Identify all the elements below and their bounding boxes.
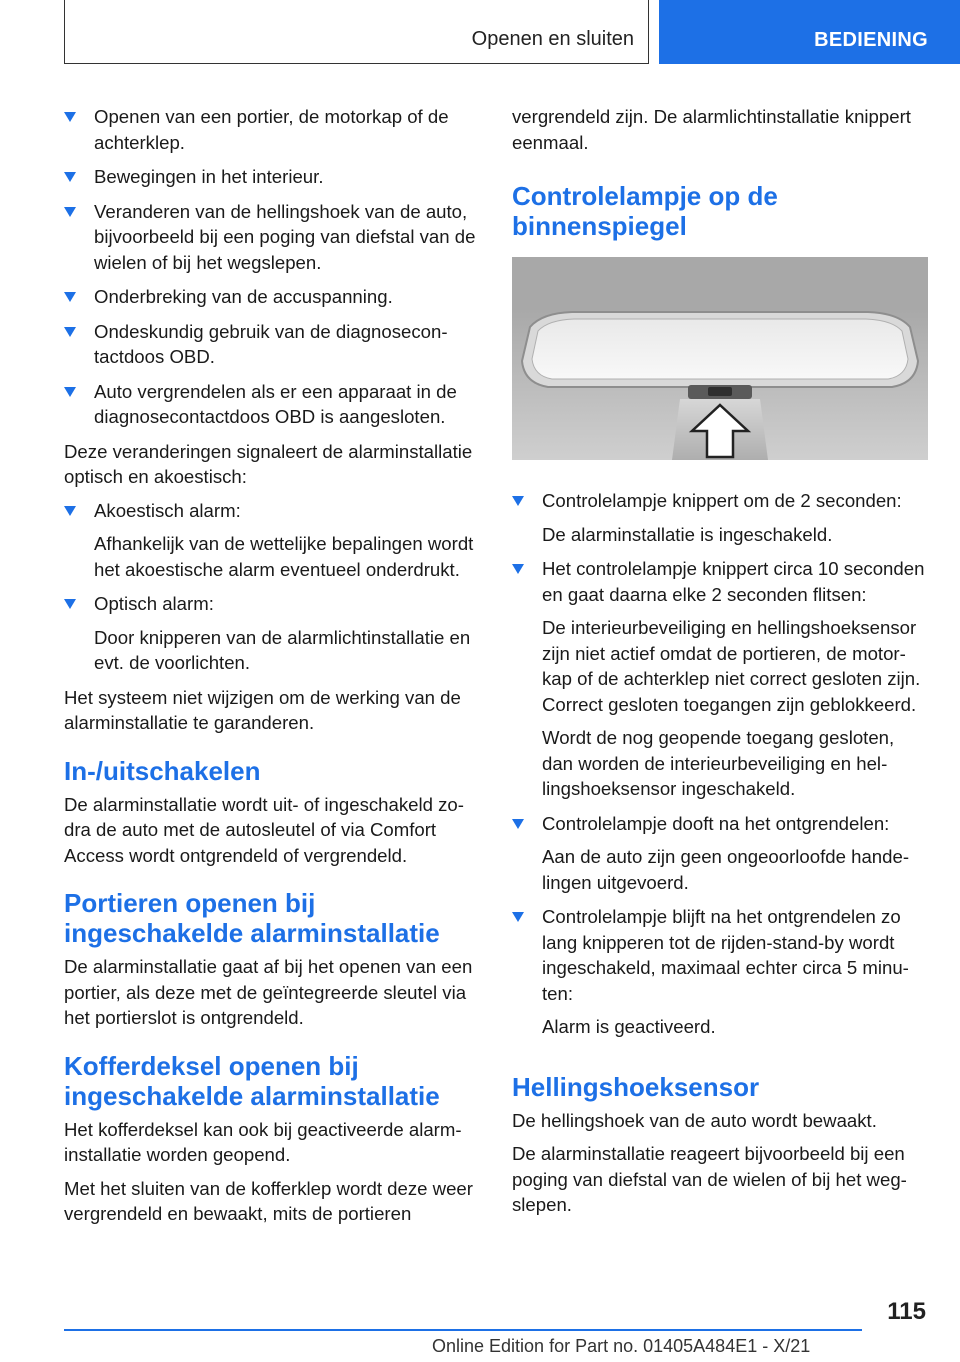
header-chapter-title: BEDIENING xyxy=(814,29,928,51)
footer-divider xyxy=(64,1329,862,1331)
triangle-bullet-icon xyxy=(64,292,76,302)
paragraph: De alarminstallatie wordt uit- of ingeschakeld zodra de auto met de autosleutel of via Comfort Access wordt ontgrendeld of vergrendeld. xyxy=(64,793,464,866)
paragraph: Het kofferdeksel kan ook bij geactiveerde alarminstallatie worden geopend. xyxy=(64,1118,462,1165)
heading-portieren-openen: Portieren openen bij ingeschakelde alarminstallatie xyxy=(64,888,440,948)
header-section-title: Openen en sluiten xyxy=(471,28,634,50)
triangle-bullet-icon xyxy=(512,496,524,506)
list-item: Onderbreking van de accuspanning. xyxy=(64,284,478,310)
left-column xyxy=(64,104,478,1235)
list-item: Controlelampje dooft na het ontgrendelen: Aan de auto zijn geen ongeoorloofde handelingen uitgevoerd. xyxy=(512,811,928,896)
list-item: Bewegingen in het interieur. xyxy=(64,164,478,190)
list-item: Veranderen van de hellingshoek van de auto, bijvoorbeeld bij een poging van diefstal van de wielen of bij het wegslepen. xyxy=(64,199,478,276)
heading-controlelampje: Controlelampje op de binnenspiegel xyxy=(512,181,778,241)
triangle-bullet-icon xyxy=(64,172,76,182)
triangle-bullet-icon xyxy=(64,112,76,122)
list-item: Ondeskundig gebruik van de diagnosecontactdoos OBD. xyxy=(64,319,478,370)
header-chapter-tab xyxy=(659,0,960,64)
paragraph: Het systeem niet wijzigen om de werking van de alarminstallatie te garanderen. xyxy=(64,686,461,733)
triangle-bullet-icon xyxy=(64,506,76,516)
paragraph: De alarminstallatie gaat af bij het openen van een portier, als deze met de geïntegreerde sleutel via het portierslot is ontgrendeld. xyxy=(64,956,473,1028)
triangle-bullet-icon xyxy=(64,327,76,337)
list-item: Controlelampje knippert om de 2 seconden: De alarminstallatie is ingeschakeld. xyxy=(512,488,928,547)
triangle-bullet-icon xyxy=(64,599,76,609)
list-item: Openen van een portier, de motorkap of de achterklep. xyxy=(64,104,478,155)
paragraph: Deze veranderingen signaleert de alarminstallatie optisch en akoestisch: xyxy=(64,440,473,487)
list-item: Controlelampje blijft na het ontgrendelen zo lang knipperen tot de rijden-stand-by wordt ingeschakeld, maximaal echter circa 5 minuten: Alarm is geactiveerd. xyxy=(512,904,928,1040)
paragraph: Met het sluiten van de kofferklep wordt deze weer vergrendeld en bewaakt, mits de portieren xyxy=(64,1177,473,1224)
triangle-bullet-icon xyxy=(512,819,524,829)
heading-in-uitschakelen: In-/uitschakelen xyxy=(64,755,261,786)
triangle-bullet-icon xyxy=(64,207,76,217)
triangle-bullet-icon xyxy=(512,564,524,574)
page-number: 115 xyxy=(887,1298,926,1325)
paragraph: vergrendeld zijn. De alarmlichtinstallatie knippert eenmaal. xyxy=(512,106,911,153)
heading-kofferdeksel-openen: Kofferdeksel openen bij ingeschakelde alarminstallatie xyxy=(64,1050,440,1111)
header-section-box xyxy=(64,0,649,64)
list-item: Het controlelampje knippert circa 10 seconden en gaat daarna elke 2 seconden flitsen: De interieurbeveiliging en hellingshoeksensor zijn niet actief omdat de portieren, de motorkap of de achterklep niet correct gesloten zijn. Correct gesloten toegangen zijn geblokkeerd. Wordt de nog geopende toegang gesloten, dan worden de interieurbeveiliging en hellingshoeksensor ingeschakeld. xyxy=(512,556,928,802)
triangle-bullet-icon xyxy=(64,387,76,397)
list-item: Optisch alarm: Door knipperen van de alarmlichtinstallatie en evt. de voorlichten. xyxy=(64,591,478,676)
paragraph: De hellingshoek van de auto wordt bewaakt. xyxy=(512,1109,877,1131)
footer-edition: Online Edition for Part no. 01405A484E1 - X/21 xyxy=(432,1336,811,1356)
rearview-mirror-illustration xyxy=(512,257,928,460)
right-column xyxy=(512,104,928,1226)
triangle-bullet-icon xyxy=(512,912,524,922)
list-item: Akoestisch alarm: Afhankelijk van de wettelijke bepalingen wordt het akoestische alarm eventueel onderdrukt. xyxy=(64,498,478,583)
list-item: Auto vergrendelen als er een apparaat in de diagnosecontactdoos OBD is aangesloten. xyxy=(64,379,478,430)
paragraph: De alarminstallatie reageert bijvoorbeeld bij een poging van diefstal van de wielen of bij het wegslepen. xyxy=(512,1143,907,1215)
heading-hellingshoeksensor: Hellingshoeksensor xyxy=(512,1071,760,1102)
